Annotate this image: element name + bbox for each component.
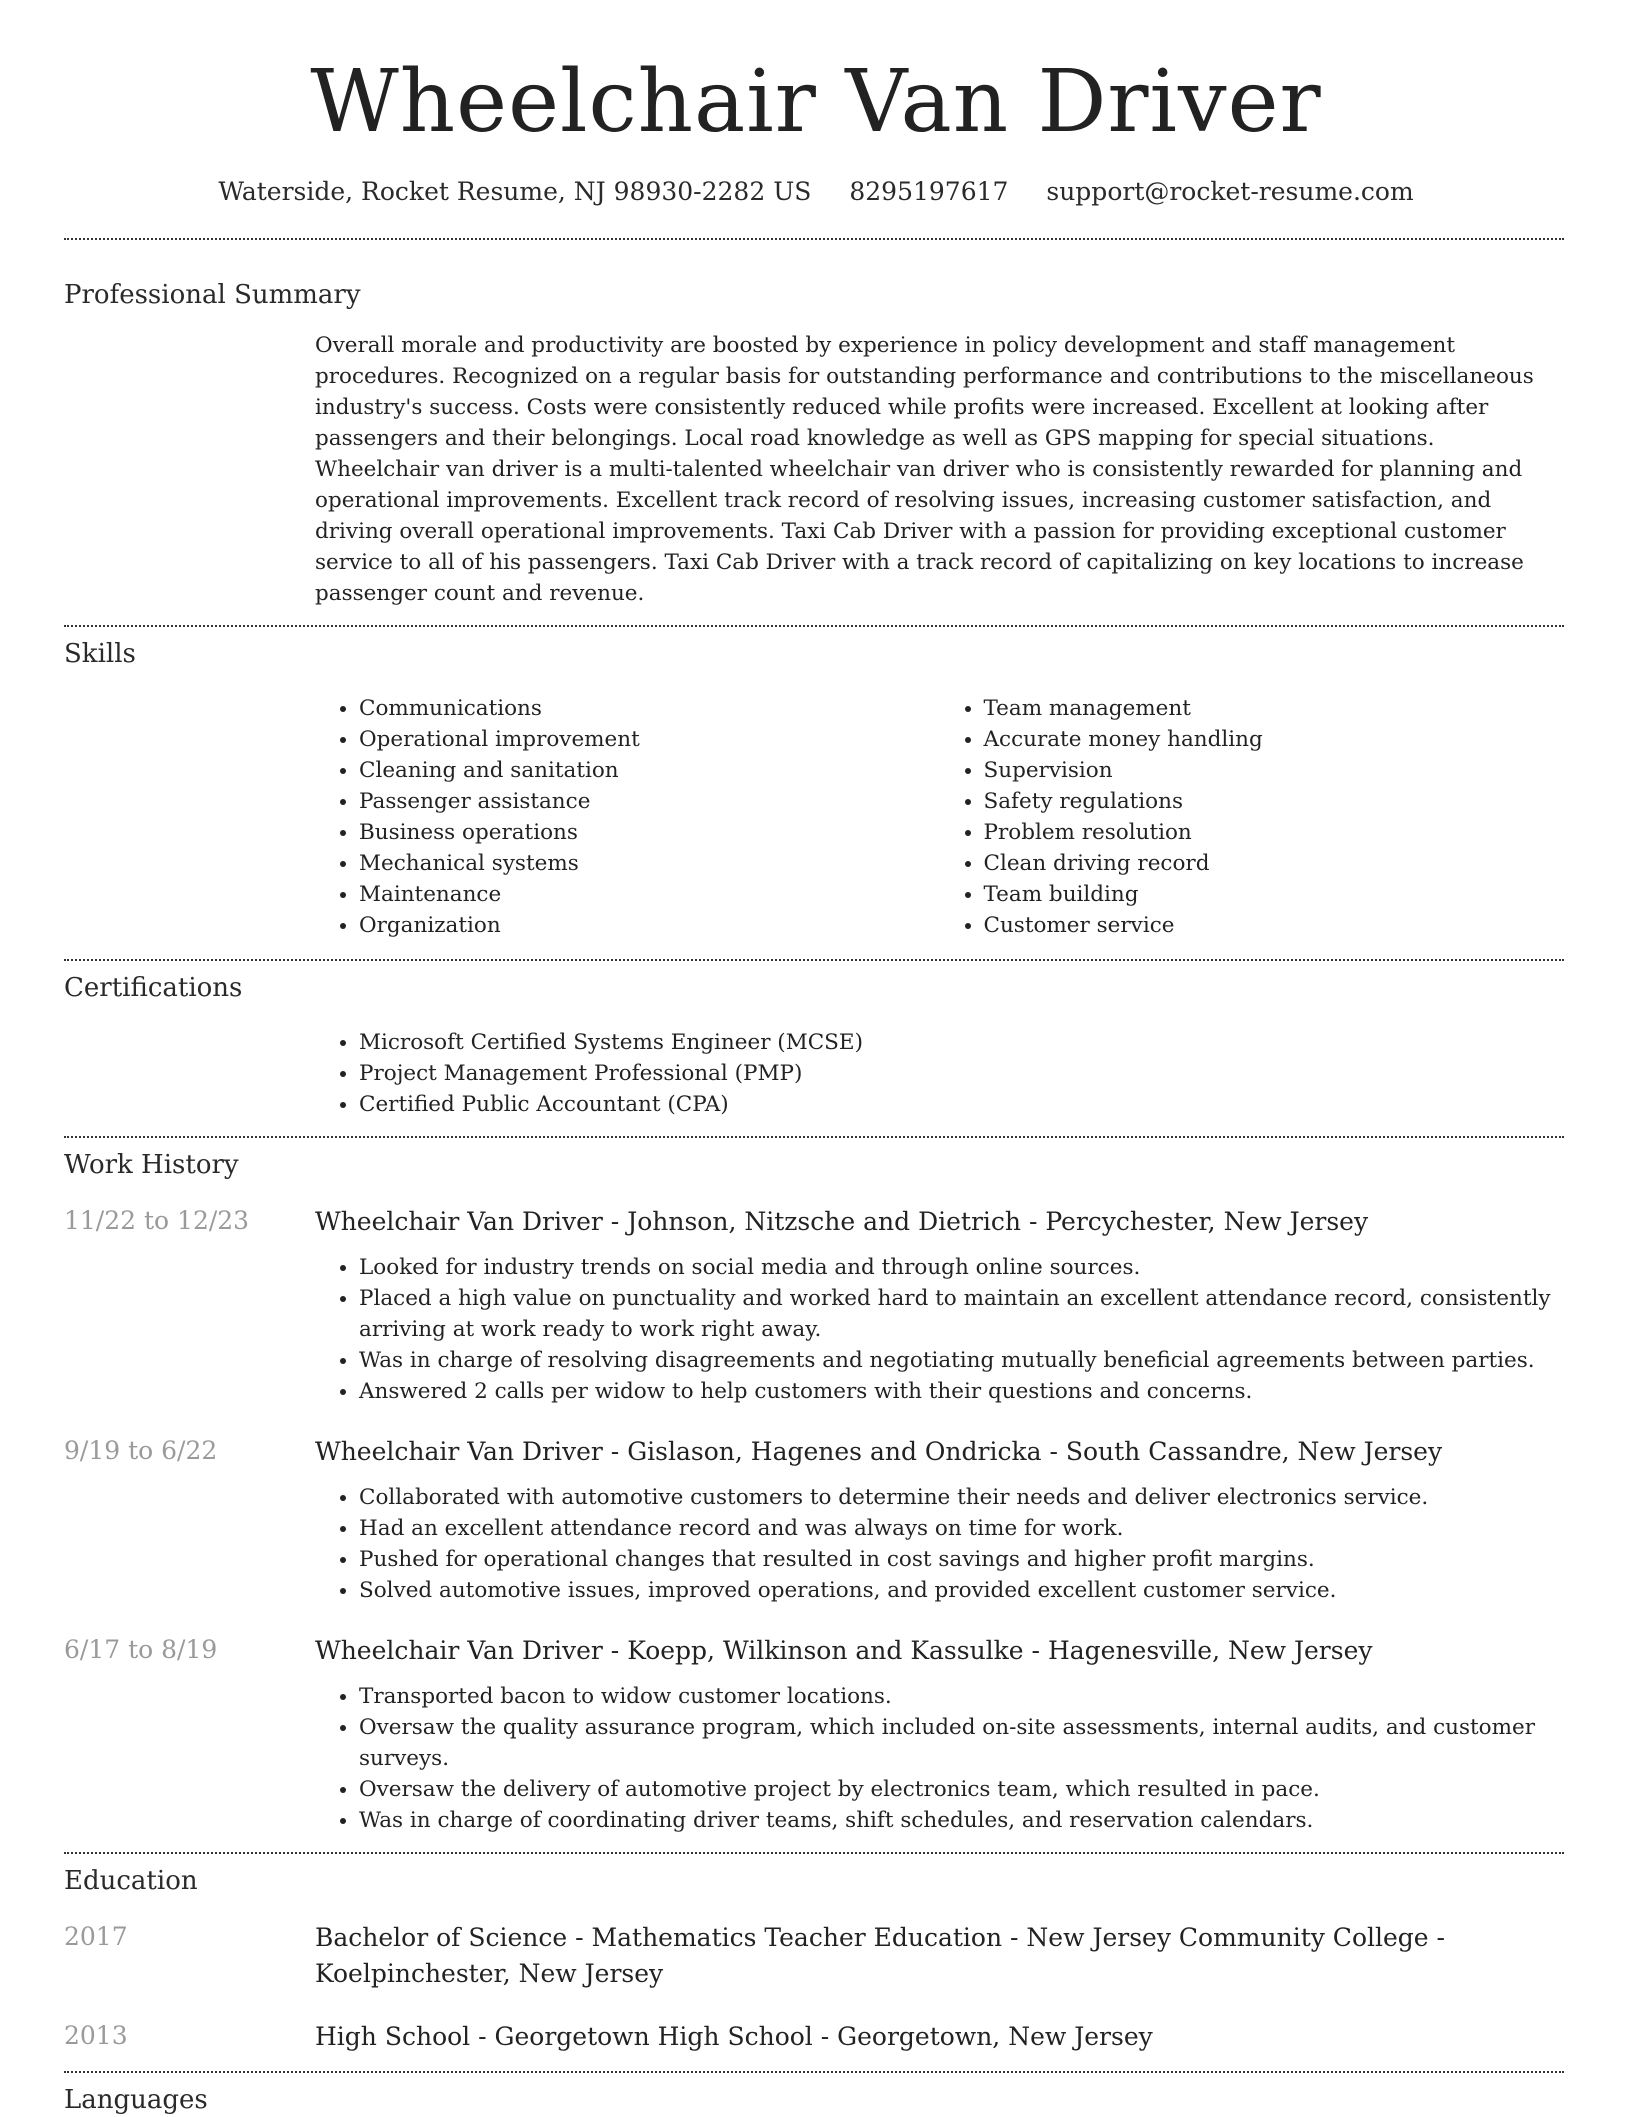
job-bullets <box>315 1681 1564 1836</box>
job-bullet: • Answered 2 calls per widow to help customers with their questions and concerns. <box>359 1376 1564 1407</box>
divider <box>64 2071 1564 2073</box>
certifications-list <box>315 1027 1564 1120</box>
skill-item: • Problem resolution <box>984 817 1565 848</box>
job-title: Wheelchair Van Driver - Koepp, Wilkinson and Kassulke - Hagenesville, New Jersey <box>315 1636 1373 1665</box>
job-bullet: • Oversaw the delivery of automotive project by electronics team, which resulted in pace. <box>359 1774 1564 1805</box>
divider <box>64 625 1564 627</box>
job-entry <box>64 1633 1564 1836</box>
skills-content <box>315 693 1564 941</box>
skill-item: • Safety regulations <box>984 786 1565 817</box>
education-text: High School - Georgetown High School - Georgetown, New Jersey <box>315 2022 1153 2051</box>
skill-item: • Organization <box>359 910 940 941</box>
divider <box>64 1852 1564 1854</box>
section-title-education: Education <box>64 1866 198 1896</box>
job-bullet: • Collaborated with automotive customers to determine their needs and deliver electronics service. <box>359 1482 1564 1513</box>
job-bullet: • Transported bacon to widow customer locations. <box>359 1681 1564 1712</box>
summary-content <box>315 330 1564 609</box>
section-title-summary: Professional Summary <box>64 280 361 310</box>
divider <box>64 1136 1564 1138</box>
work-history-section <box>0 1148 1632 1836</box>
skill-item: • Clean driving record <box>984 848 1565 879</box>
job-bullet: • Had an excellent attendance record and was always on time for work. <box>359 1513 1564 1544</box>
section-title-skills: Skills <box>64 639 136 669</box>
section-title-certifications: Certifications <box>64 973 243 1003</box>
skill-item: • Customer service <box>984 910 1565 941</box>
resume-name: Wheelchair Van Driver <box>310 52 1322 152</box>
skill-item: • Mechanical systems <box>359 848 940 879</box>
certification-item: • Microsoft Certified Systems Engineer (MCSE) <box>359 1027 1564 1058</box>
summary-text: Overall morale and productivity are boosted by experience in policy development and staff management procedures. Recognized on a regular basis for outstanding performance and contributions to the miscellaneous industry's success. Costs were consistently reduced while profits were increased. Excellent at looking after passengers and their belongings. Local road knowledge as well as GPS mapping for special situations. Wheelchair van driver is a multi-talented wheelchair van driver who is consistently rewarded for planning and operational improvements. Excellent track record of resolving issues, increasing customer satisfaction, and driving overall operational improvements. Taxi Cab Driver with a passion for providing exceptional customer service to all of his passengers. Taxi Cab Driver with a track record of capitalizing on key locations to increase passenger count and revenue. <box>315 333 1534 606</box>
education-body <box>315 1920 1564 1992</box>
education-body <box>315 2019 1564 2055</box>
job-bullet: • Solved automotive issues, improved operations, and provided excellent customer service. <box>359 1575 1564 1606</box>
contact-email: support@rocket-resume.com <box>1046 177 1414 206</box>
education-section <box>0 1864 1632 2055</box>
skill-item: • Supervision <box>984 755 1565 786</box>
job-bullet: • Oversaw the quality assurance program, which included on-site assessments, internal audits, and customer surveys. <box>359 1712 1564 1774</box>
job-body <box>315 1434 1564 1606</box>
skills-section <box>0 637 1632 941</box>
summary-section <box>0 278 1632 609</box>
education-year: 2013 <box>64 2021 128 2050</box>
job-dates: 9/19 to 6/22 <box>64 1436 218 1465</box>
job-bullets <box>315 1482 1564 1606</box>
divider <box>64 238 1564 240</box>
education-year: 2017 <box>64 1922 128 1951</box>
skill-item: • Business operations <box>359 817 940 848</box>
section-title-work-history: Work History <box>64 1150 239 1180</box>
skill-item: • Accurate money handling <box>984 724 1565 755</box>
job-bullet: • Was in charge of coordinating driver teams, shift schedules, and reservation calendars. <box>359 1805 1564 1836</box>
certification-item: • Project Management Professional (PMP) <box>359 1058 1564 1089</box>
skill-item: • Communications <box>359 693 940 724</box>
skill-item: • Operational improvement <box>359 724 940 755</box>
divider <box>64 959 1564 961</box>
job-title: Wheelchair Van Driver - Johnson, Nitzsche and Dietrich - Percychester, New Jersey <box>315 1207 1369 1236</box>
education-text: Bachelor of Science - Mathematics Teacher Education - New Jersey Community College - Koelpinchester, New Jersey <box>315 1923 1445 1988</box>
certifications-content <box>315 1027 1564 1120</box>
skill-item: • Team management <box>984 693 1565 724</box>
job-bullet: • Was in charge of resolving disagreements and negotiating mutually beneficial agreements between parties. <box>359 1345 1564 1376</box>
skills-list-left <box>315 693 940 941</box>
job-dates: 6/17 to 8/19 <box>64 1635 218 1664</box>
skill-item: • Maintenance <box>359 879 940 910</box>
job-bullet: • Pushed for operational changes that resulted in cost savings and higher profit margins. <box>359 1544 1564 1575</box>
job-entry <box>64 1434 1564 1606</box>
job-entry <box>64 1204 1564 1407</box>
job-body <box>315 1204 1564 1407</box>
education-entry <box>64 1920 1564 1992</box>
contact-line <box>0 176 1632 208</box>
certifications-section <box>0 971 1632 1120</box>
job-bullets <box>315 1252 1564 1407</box>
job-bullet: • Placed a high value on punctuality and worked hard to maintain an excellent attendance record, consistently arriving at work ready to work right away. <box>359 1283 1564 1345</box>
skills-list-right <box>940 693 1565 941</box>
contact-address: Waterside, Rocket Resume, NJ 98930-2282 US <box>218 177 812 206</box>
education-entry <box>64 2019 1564 2055</box>
certification-item: • Certified Public Accountant (CPA) <box>359 1089 1564 1120</box>
job-title: Wheelchair Van Driver - Gislason, Hagenes and Ondricka - South Cassandre, New Jersey <box>315 1437 1443 1466</box>
job-dates: 11/22 to 12/23 <box>64 1206 250 1235</box>
job-bullet: • Looked for industry trends on social media and through online sources. <box>359 1252 1564 1283</box>
job-body <box>315 1633 1564 1836</box>
skill-item: • Cleaning and sanitation <box>359 755 940 786</box>
skill-item: • Passenger assistance <box>359 786 940 817</box>
contact-phone: 8295197617 <box>849 177 1009 206</box>
skill-item: • Team building <box>984 879 1565 910</box>
section-title-languages: Languages <box>64 2085 208 2115</box>
